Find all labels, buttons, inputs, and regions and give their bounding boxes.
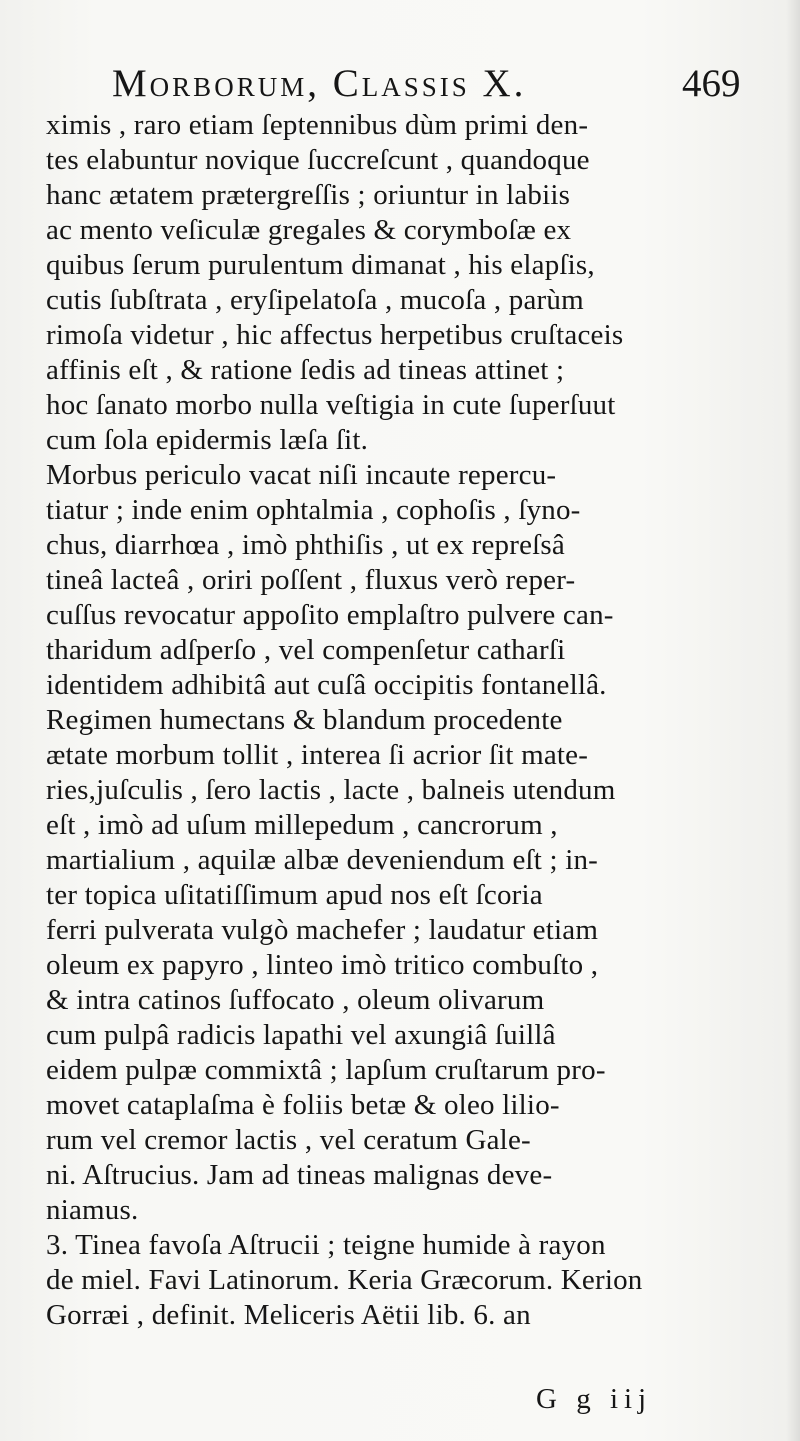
text-line-8: affinis eſt , & ratione ſedis ad tineas attinet ; (46, 354, 565, 386)
text-line-10: cum ſola epidermis læſa ſit. (46, 424, 369, 456)
text-line-9: hoc ſanato morbo nulla veſtigia in cute ſuperſuut (46, 389, 616, 421)
text-line-12: tiatur ; inde enim ophtalmia , cophoſis , ſyno- (46, 494, 581, 526)
text-line-19: ætate morbum tollit , interea ſi acrior ſit mate- (46, 739, 589, 771)
text-line-17: identidem adhibitâ aut cuſâ occipitis fontanellâ. (46, 669, 607, 701)
text-line-22: martialium , aquilæ albæ deveniendum eſt ; in- (46, 844, 599, 876)
text-line-1: ximis , raro etiam ſeptennibus dùm primi den- (46, 109, 589, 141)
page-number: 469 (682, 62, 741, 105)
text-line-13: chus, diarrhœa , imò phthiſis , ut ex repreſsâ (46, 529, 565, 561)
text-line-35: Gorræi , definit. Meliceris Aëtii lib. 6. an (46, 1299, 531, 1331)
text-line-15: cuſſus revocatur appoſito emplaſtro pulvere can- (46, 599, 614, 631)
text-line-18: Regimen humectans & blandum procedente (46, 704, 563, 736)
page-edge-shadow (786, 0, 800, 1441)
text-line-27: cum pulpâ radicis lapathi vel axungiâ ſuillâ (46, 1019, 556, 1051)
text-line-28: eidem pulpæ commixtâ ; lapſum cruſtarum pro- (46, 1054, 606, 1086)
text-line-14: tineâ lacteâ , oriri poſſent , fluxus verò reper- (46, 564, 576, 596)
text-line-3: hanc ætatem prætergreſſis ; oriuntur in labiis (46, 179, 571, 211)
running-header (112, 56, 782, 112)
text-line-6: cutis ſubſtrata , eryſipelatoſa , mucoſa , parùm (46, 284, 584, 316)
running-header-title: Morborum, Classis X. (112, 62, 527, 105)
text-line-31: ni. Aſtrucius. Jam ad tineas malignas deve- (46, 1159, 553, 1191)
text-line-20: ries,juſculis , ſero lactis , lacte , balneis utendum (46, 774, 616, 806)
text-line-7: rimoſa videtur , hic affectus herpetibus cruſtaceis (46, 319, 624, 351)
text-line-29: movet cataplaſma è foliis betæ & oleo lilio- (46, 1089, 560, 1121)
text-line-2: tes elabuntur novique ſuccreſcunt , quandoque (46, 144, 590, 176)
text-line-5: quibus ſerum purulentum dimanat , his elapſis, (46, 249, 595, 281)
text-line-32: niamus. (46, 1194, 139, 1226)
text-line-24: ferri pulverata vulgò machefer ; laudatur etiam (46, 914, 599, 946)
catchword: G g iij (536, 1383, 653, 1415)
text-line-4: ac mento veſiculæ gregales & corymboſæ ex (46, 214, 572, 246)
body-text (46, 108, 786, 1333)
text-line-30: rum vel cremor lactis , vel ceratum Gale- (46, 1124, 531, 1156)
text-line-11: Morbus periculo vacat niſi incaute repercu- (46, 459, 557, 491)
text-line-16: tharidum adſperſo , vel compenſetur catharſi (46, 634, 566, 666)
text-line-33: 3. Tinea favoſa Aſtrucii ; teigne humide à rayon (46, 1229, 606, 1261)
text-line-25: oleum ex papyro , linteo imò tritico combuſto , (46, 949, 599, 981)
text-line-34: de miel. Favi Latinorum. Keria Græcorum. Kerion (46, 1264, 643, 1296)
text-line-23: ter topica uſitatiſſimum apud nos eſt ſcoria (46, 879, 543, 911)
text-line-26: & intra catinos ſuffocato , oleum olivarum (46, 984, 545, 1016)
text-line-21: eſt , imò ad uſum millepedum , cancrorum , (46, 809, 558, 841)
